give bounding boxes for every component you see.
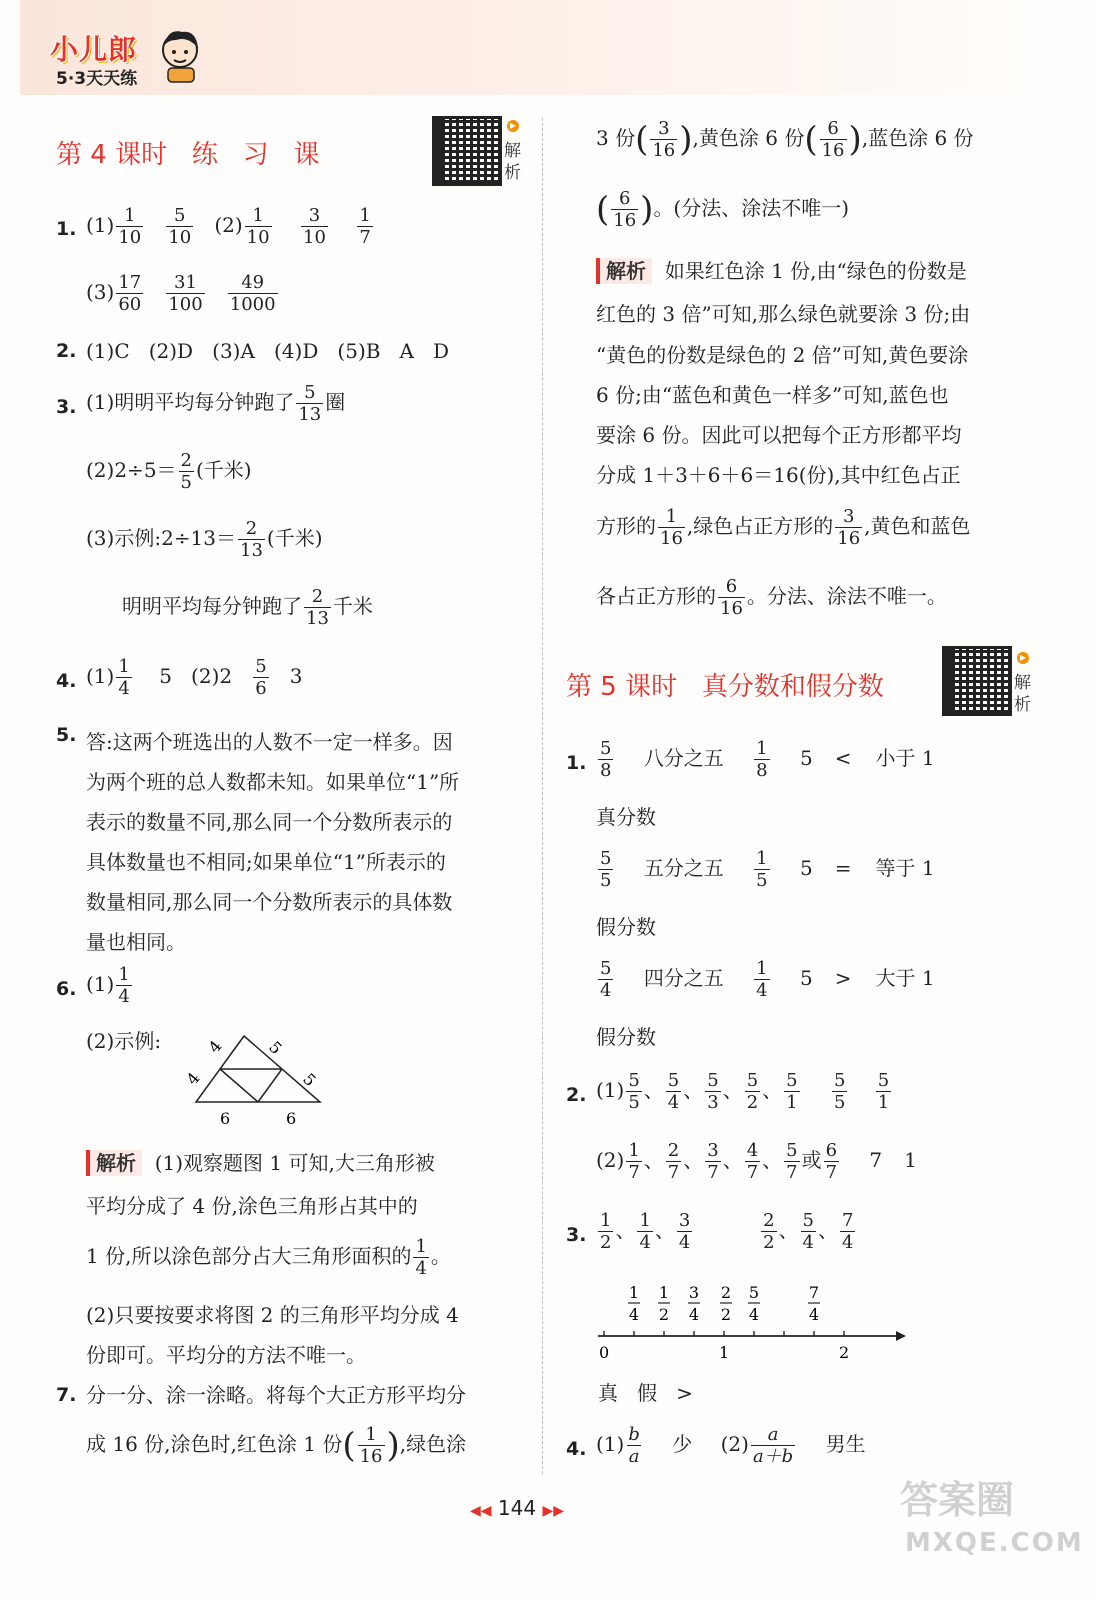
- page-footer: [470, 1496, 564, 1520]
- analysis-q6-line2: 平均分成了 4 份,涂色三角形占其中的: [86, 1194, 418, 1218]
- l5q4-line: (1) $\frac{b}{a}$ 少 (2) $\frac{a}{a+b}$ 男生: [596, 1424, 866, 1467]
- svg-text:4: 4: [182, 1068, 204, 1089]
- analysis-q7-line6: 分成 1＋3＋6＋6＝16(份),其中红色占正: [596, 463, 961, 487]
- qr-code-icon[interactable]: [942, 646, 1012, 716]
- analysis-q7-line3: “黄色的份数是绿色的 2 倍”可知,黄色要涂: [596, 343, 969, 367]
- svg-text:5: 5: [299, 1069, 320, 1091]
- number-line-tick-label: 0: [599, 1343, 610, 1362]
- question-number: 2.: [56, 340, 77, 362]
- qr-label: 解 析: [1014, 673, 1031, 715]
- q6-line1: (1) $\frac{1}{4}$: [86, 964, 130, 1007]
- question-number: 3.: [56, 396, 77, 418]
- analysis-q7-line4: 6 份;由“蓝色和黄色一样多”可知,蓝色也: [596, 383, 949, 407]
- column-divider: [542, 118, 543, 1474]
- next-arrows-icon: ▶▶: [542, 1503, 564, 1519]
- number-line-fraction: [808, 1283, 820, 1324]
- play-icon: ▶: [507, 120, 519, 132]
- number-line-tick-label: 1: [719, 1343, 730, 1362]
- analysis-q6-line4: (2)只要按要求将图 2 的三角形平均分成 4: [86, 1303, 459, 1327]
- svg-text:3: 3: [688, 1283, 700, 1302]
- q3-line3: (3)示例:2÷13＝ $\frac{2}{13}$ (千米): [86, 518, 323, 561]
- number-line-fraction: [688, 1283, 700, 1324]
- number-line-fraction: [748, 1283, 760, 1324]
- l5q1-row1: $\frac{5}{8}$ 八分之五 $\frac{1}{8}$ 5 < 小于 1: [600, 738, 935, 781]
- svg-text:1: 1: [628, 1283, 640, 1302]
- q5-answer: 答:这两个班选出的人数不一定一样多。因 为两个班的总人数都未知。如果单位“1”所 表示的数量不同,那么同一个分数所表示的 具体数量也不相同;如果单位“1”所表示的 数量相同,那么同一个分数所表示的具体数 量也相同。: [86, 730, 460, 954]
- q3-line2: (2)2÷5＝ $\frac{2}{5}$ (千米): [86, 450, 252, 493]
- question-number: 4.: [566, 1438, 587, 1460]
- svg-text:5: 5: [748, 1283, 760, 1302]
- prev-arrows-icon: ◀◀: [470, 1503, 492, 1519]
- watermark: 答案圈: [900, 1478, 1015, 1522]
- q7-continued-line1: 3 份( $\frac{3}{16}$ ),黄色涂 6 份( $\frac{6}{16}$ ),蓝色涂 6 份: [596, 118, 974, 161]
- logo-subtitle: 5·3天天练: [56, 69, 138, 89]
- svg-text:4: 4: [688, 1305, 700, 1324]
- question-number: 6.: [56, 978, 77, 1000]
- svg-text:2: 2: [720, 1305, 732, 1324]
- q2-answers: (1)C (2)D (3)A (4)D (5)B A D: [86, 339, 450, 363]
- question-number: 7.: [56, 1384, 77, 1406]
- analysis-q6-line1: 解析 (1)观察题图 1 可知,大三角形被: [86, 1150, 435, 1176]
- q4-line: (1) $\frac{1}{4}$ 5 (2)2 $\frac{5}{6}$ 3: [86, 656, 303, 699]
- number-line: [592, 1276, 912, 1366]
- q6-line2: (2)示例:: [86, 1029, 162, 1053]
- mascot-icon: [158, 26, 204, 84]
- svg-text:4: 4: [808, 1305, 820, 1324]
- triangle-diagram: [180, 1028, 330, 1132]
- question-number: 2.: [566, 1084, 587, 1106]
- svg-text:4: 4: [628, 1305, 640, 1324]
- play-icon: ▶: [1017, 652, 1029, 664]
- analysis-q7-line1: 解析 如果红色涂 1 份,由“绿色的份数是: [596, 258, 967, 284]
- number-line-tick-label: 2: [839, 1343, 850, 1362]
- question-number: 1.: [56, 218, 77, 240]
- l5q1-kind2: 假分数: [596, 915, 656, 939]
- question-number: 3.: [566, 1224, 587, 1246]
- question-number: 4.: [56, 670, 77, 692]
- q1-line2: (3) $\frac{17}{60}$ $\frac{31}{100}$ $\frac{49}{1000}$: [86, 272, 276, 315]
- l5q3-answers: 真 假 >: [598, 1381, 693, 1405]
- svg-text:2: 2: [720, 1283, 732, 1302]
- svg-text:7: 7: [808, 1283, 820, 1302]
- svg-text:1: 1: [658, 1283, 670, 1302]
- question-number: 1.: [566, 752, 587, 774]
- l5q1-row2: $\frac{5}{5}$ 五分之五 $\frac{1}{5}$ 5 = 等于 1: [600, 848, 935, 891]
- l5q3-groups: $\frac{1}{2}$ 、 $\frac{1}{4}$ 、 $\frac{3}{4}$ $\frac{2}{2}$ 、 $\frac{5}{4}$ 、 $\frac{7}{4}$: [600, 1210, 854, 1253]
- number-line-fraction: [720, 1283, 732, 1324]
- page-number: 144: [497, 1496, 537, 1520]
- svg-text:2: 2: [658, 1305, 670, 1324]
- q1-line1: (1) $\frac{1}{10}$ $\frac{5}{10}$ (2) $\frac{1}{10}$ $\frac{3}{10}$ $\frac{1}{7}$: [86, 205, 371, 248]
- qr-code-icon[interactable]: [432, 116, 502, 186]
- analysis-q7-line5: 要涂 6 份。因此可以把每个正方形都平均: [596, 423, 962, 447]
- q3-line4: 明明平均每分钟跑了 $\frac{2}{13}$ 千米: [122, 586, 373, 629]
- svg-text:5: 5: [265, 1037, 286, 1059]
- lesson5-title: 第 5 课时 真分数和假分数: [566, 672, 884, 702]
- analysis-q7-line8: 各占正方形的 $\frac{6}{16}$ 。分法、涂法不唯一。: [596, 576, 947, 619]
- l5q1-kind3: 假分数: [596, 1025, 656, 1049]
- number-line-fraction: [628, 1283, 640, 1324]
- q7-continued-line2: ( $\frac{6}{16}$ )。(分法、涂法不唯一): [596, 188, 850, 231]
- q3-line1: (1)明明平均每分钟跑了 $\frac{5}{13}$ 圈: [86, 382, 346, 425]
- number-line-fraction: [658, 1283, 670, 1324]
- svg-text:6: 6: [286, 1109, 297, 1128]
- analysis-q6-line3: 1 份,所以涂色部分占大三角形面积的 $\frac{1}{4}$ 。: [86, 1236, 451, 1279]
- lesson4-title: 第 4 课时 练 习 课: [56, 140, 320, 170]
- l5q1-kind1: 真分数: [596, 805, 656, 829]
- svg-text:6: 6: [220, 1109, 231, 1128]
- watermark-url: MXQE.COM: [905, 1528, 1084, 1558]
- l5q2-line2: (2) $\frac{1}{7}$ 、 $\frac{2}{7}$ 、 $\frac{3}{7}$ 、 $\frac{4}{7}$ 、 $\frac{5}{7}$ 或 $\frac{6}{7}$ 7 1: [596, 1140, 917, 1183]
- q7-line2: 成 16 份,涂色时,红色涂 1 份( $\frac{1}{16}$ ),绿色涂: [86, 1424, 467, 1467]
- analysis-q7-line7: 方形的 $\frac{1}{16}$ ,绿色占正方形的 $\frac{3}{16}$ ,黄色和蓝色: [596, 506, 971, 549]
- logo-title: 小儿郎: [50, 33, 138, 66]
- analysis-q6-line5: 份即可。平均分的方法不唯一。: [86, 1343, 366, 1367]
- l5q2-line1: (1) $\frac{5}{5}$ 、 $\frac{5}{4}$ 、 $\frac{5}{3}$ 、 $\frac{5}{2}$ 、 $\frac{5}{1}$ $\frac{5}{5}$ $\frac{5}{1}$: [596, 1070, 890, 1113]
- question-number: 5.: [56, 724, 77, 746]
- analysis-tag: 解析: [86, 1150, 142, 1176]
- l5q1-row3: $\frac{5}{4}$ 四分之五 $\frac{1}{4}$ 5 > 大于 1: [600, 958, 935, 1001]
- svg-text:4: 4: [748, 1305, 760, 1324]
- analysis-q7-line2: 红色的 3 倍”可知,那么绿色就要涂 3 份;由: [596, 302, 971, 326]
- qr-label: 解 析: [504, 141, 521, 183]
- q7-line1: 分一分、涂一涂略。将每个大正方形平均分: [86, 1383, 466, 1407]
- analysis-tag: 解析: [596, 258, 652, 284]
- svg-text:4: 4: [204, 1036, 226, 1057]
